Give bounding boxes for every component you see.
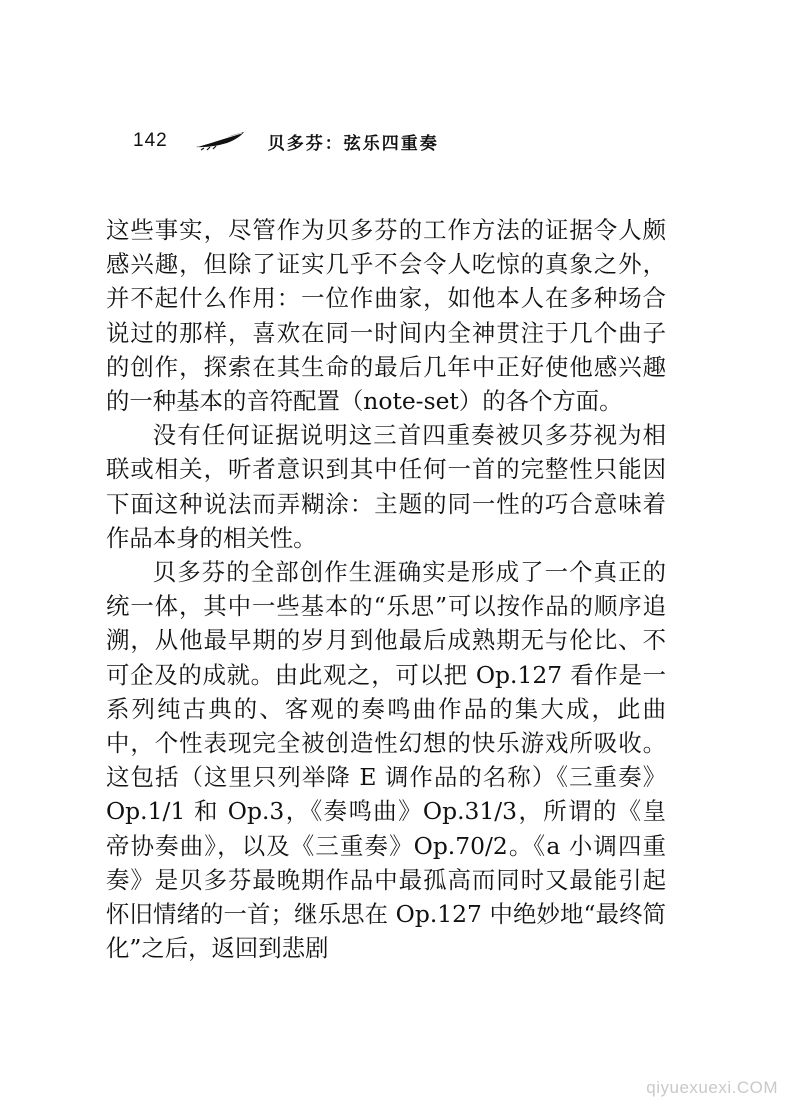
quill-pen-icon xyxy=(194,130,246,152)
running-title: 贝多芬：弦乐四重奏 xyxy=(267,133,439,154)
page-header xyxy=(133,126,439,156)
page-number: 142 xyxy=(133,130,168,151)
site-watermark: qiyuexuexi.COM xyxy=(646,1078,778,1097)
paragraph: 贝多芬的全部创作生涯确实是形成了一个真正的统一体，其中一些基本的“乐思”可以按作品的顺序追溯，从他最早期的岁月到他最后成熟期无与伦比、不可企及的成就。由此观之，可以把 Op.127 看作是一系列纯古典的、客观的奏鸣曲作品的集大成，此曲中，个性表现完全被创造性幻想的快乐游戏所吸收。这包括（这里只列举降 E 调作品的名称）《三重奏》Op.1/1 和 Op.3，《奏鸣曲》Op.31/3，所谓的《皇帝协奏曲》，以及《三重奏》Op.70/2。《a 小调四重奏》是贝多芬最晚期作品中最孤高而同时又最能引起怀旧情绪的一首；继乐思在 Op.127 中绝妙地“最终简化”之后，返回到悲剧 xyxy=(106,558,666,963)
body-text xyxy=(106,213,666,965)
paragraph: 这些事实，尽管作为贝多芬的工作方法的证据令人颇感兴趣，但除了证实几乎不会令人吃惊的真象之外，并不起什么作用：一位作曲家，如他本人在多种场合说过的那样，喜欢在同一时间内全神贯注于几个曲子的创作，探索在其生命的最后几年中正好使他感兴趣的一种基本的音符配置（note-set）的各个方面。 xyxy=(106,216,666,416)
paragraph: 没有任何证据说明这三首四重奏被贝多芬视为相联或相关，听者意识到其中任何一首的完整性只能因下面这种说法而弄糊涂：主题的同一性的巧合意味着作品本身的相关性。 xyxy=(106,421,666,552)
